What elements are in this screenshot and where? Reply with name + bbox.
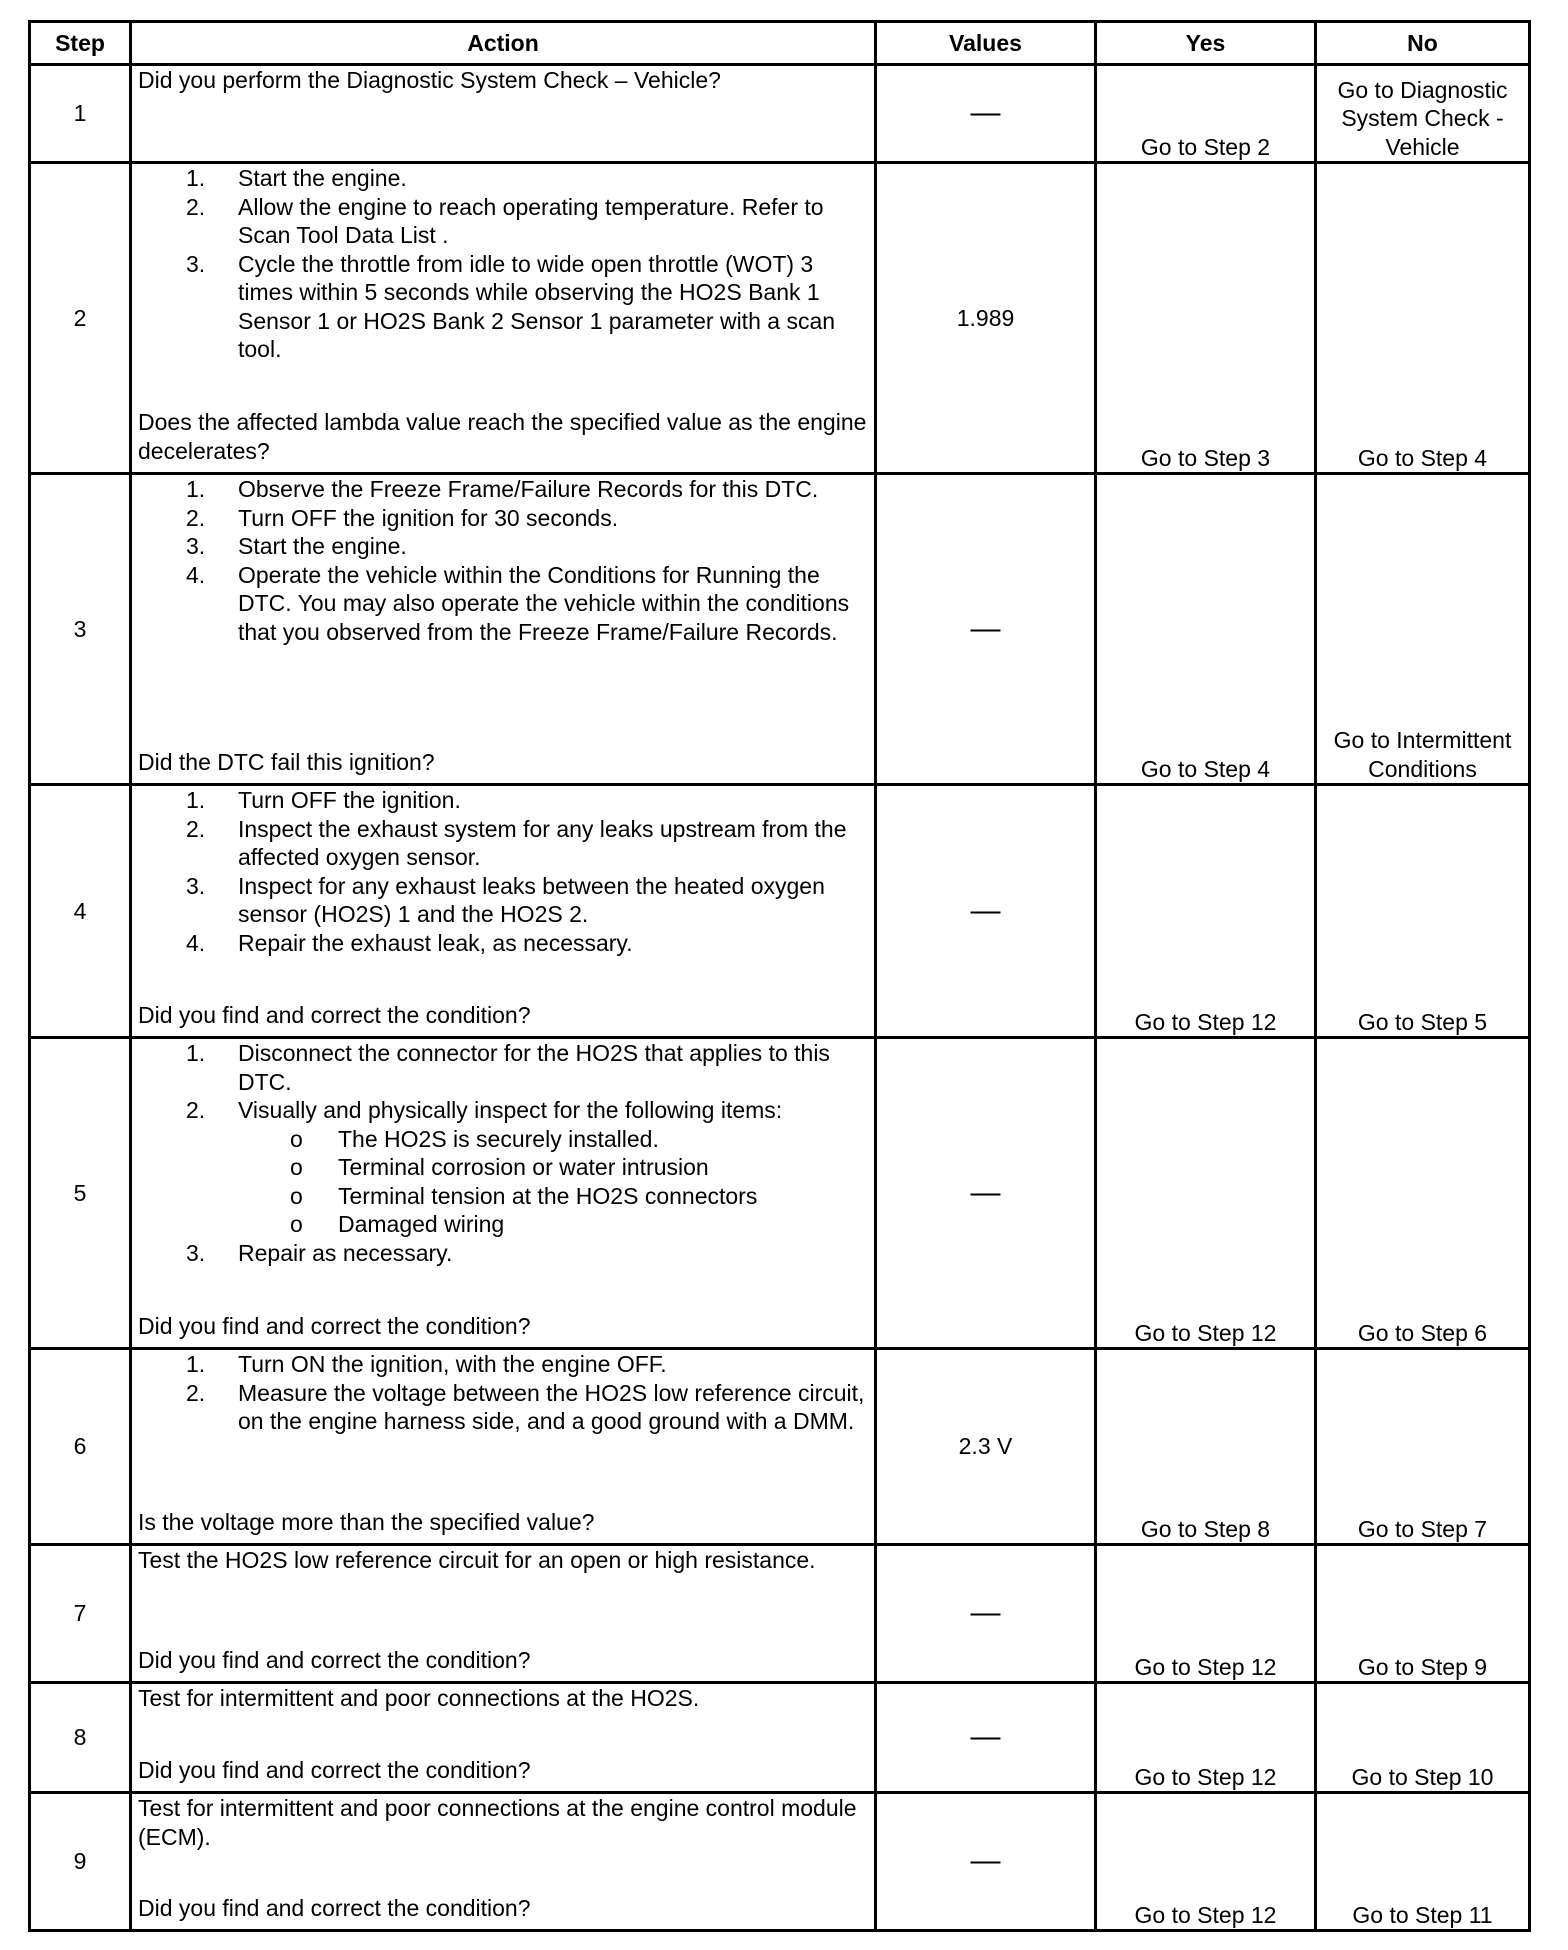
step-number: 9 (30, 1793, 131, 1931)
action-step-text: Turn ON the ignition, with the engine OFF. (238, 1351, 667, 1377)
action-content (138, 1794, 868, 1922)
action-content (138, 475, 868, 776)
action-step-text: Repair as necessary. (238, 1239, 453, 1266)
header-no: No (1316, 22, 1530, 65)
no-cell: Go to Intermittent Conditions (1316, 474, 1530, 785)
action-step-text: Repair the exhaust leak, as necessary. (238, 929, 633, 956)
inspection-item-text: The HO2S is securely installed. (338, 1125, 659, 1152)
action-question: Is the voltage more than the specified value? (138, 1508, 595, 1535)
action-step-item (138, 164, 868, 193)
action-steps-list (138, 475, 868, 646)
action-step-item (138, 250, 868, 364)
action-step-item (138, 561, 868, 647)
table-row (30, 1683, 1530, 1793)
action-step-text: Disconnect the connector for the HO2S that applies to this DTC. (238, 1040, 830, 1095)
table-row (30, 1349, 1530, 1545)
table-row (30, 65, 1530, 163)
action-step-number: 2. (186, 504, 206, 531)
action-step-text: Measure the voltage between the HO2S low reference circuit, on the engine harness side, and a good ground with a DMM. (238, 1379, 865, 1434)
inspection-item-text: Damaged wiring (338, 1211, 505, 1237)
inspection-item-text: Terminal tension at the HO2S connectors (338, 1182, 758, 1209)
action-cell (131, 1545, 876, 1683)
action-instructions (138, 66, 868, 95)
yes-cell: Go to Step 12 (1096, 785, 1316, 1038)
action-instructions (138, 1546, 868, 1575)
inspection-item (238, 1153, 868, 1182)
action-cell (131, 1349, 876, 1545)
value-cell: — (876, 1793, 1096, 1931)
table-row (30, 785, 1530, 1038)
action-step-item (138, 929, 868, 958)
step-number: 8 (30, 1683, 131, 1793)
no-cell: Go to Step 7 (1316, 1349, 1530, 1545)
action-step-item (138, 1239, 868, 1268)
action-step-number: 3. (186, 1239, 206, 1266)
action-step-number: 1. (186, 1351, 206, 1377)
bullet-icon: o (290, 1211, 303, 1237)
value-cell: 2.3 V (876, 1349, 1096, 1545)
table-row (30, 1038, 1530, 1349)
action-steps-list (138, 786, 868, 957)
action-instructions (138, 164, 868, 364)
action-content (138, 1039, 868, 1340)
no-cell: Go to Step 6 (1316, 1038, 1530, 1349)
table-row (30, 1545, 1530, 1683)
table-row (30, 474, 1530, 785)
action-step-number: 4. (186, 561, 206, 588)
value-cell: — (876, 1038, 1096, 1349)
action-cell (131, 1793, 876, 1931)
inspection-list (238, 1125, 868, 1239)
action-steps-list (138, 1039, 868, 1267)
action-content (138, 164, 868, 465)
action-step-text: Visually and physically inspect for the following items: (238, 1097, 783, 1123)
table-body (30, 65, 1530, 1931)
action-steps-list (138, 164, 868, 364)
header-action: Action (131, 22, 876, 65)
no-cell: Go to Step 9 (1316, 1545, 1530, 1683)
yes-cell: Go to Step 2 (1096, 65, 1316, 163)
action-step-number: 1. (186, 476, 206, 502)
no-cell: Go to Step 11 (1316, 1793, 1530, 1931)
action-instructions (138, 786, 868, 957)
action-cell (131, 163, 876, 474)
action-step-item (138, 786, 868, 815)
action-instructions (138, 1794, 868, 1851)
no-cell: Go to Step 5 (1316, 785, 1530, 1038)
step-number: 2 (30, 163, 131, 474)
action-cell (131, 785, 876, 1038)
inspection-item (238, 1182, 868, 1211)
table-row (30, 163, 1530, 474)
action-question: Did you find and correct the condition? (138, 1756, 531, 1783)
yes-cell: Go to Step 8 (1096, 1349, 1316, 1545)
yes-cell: Go to Step 12 (1096, 1793, 1316, 1931)
action-step-number: 4. (186, 929, 206, 956)
action-text: Did you perform the Diagnostic System Check – Vehicle? (138, 67, 721, 93)
header-step: Step (30, 22, 131, 65)
inspection-item (238, 1125, 868, 1154)
step-number: 3 (30, 474, 131, 785)
action-step-item (138, 1039, 868, 1096)
action-cell (131, 1038, 876, 1349)
action-step-item (138, 1379, 868, 1436)
step-number: 5 (30, 1038, 131, 1349)
action-step-number: 3. (186, 533, 206, 559)
action-cell (131, 65, 876, 163)
action-step-text: Start the engine. (238, 165, 407, 191)
value-cell: — (876, 65, 1096, 163)
action-step-number: 2. (186, 815, 206, 842)
bullet-icon: o (290, 1182, 303, 1209)
action-text: Test the HO2S low reference circuit for an open or high resistance. (138, 1547, 816, 1573)
action-question: Did the DTC fail this ignition? (138, 748, 435, 775)
value-cell: 1.989 (876, 163, 1096, 474)
yes-cell: Go to Step 3 (1096, 163, 1316, 474)
bullet-icon: o (290, 1154, 303, 1180)
action-question: Did you find and correct the condition? (138, 1312, 531, 1339)
yes-cell: Go to Step 12 (1096, 1038, 1316, 1349)
inspection-item-text: Terminal corrosion or water intrusion (338, 1154, 709, 1180)
action-step-number: 1. (186, 787, 206, 813)
action-content (138, 66, 868, 154)
action-content (138, 786, 868, 1029)
action-step-number: 3. (186, 250, 206, 277)
action-step-item (138, 872, 868, 929)
action-step-number: 2. (186, 1379, 206, 1406)
step-number: 4 (30, 785, 131, 1038)
value-cell: — (876, 785, 1096, 1038)
action-step-text: Operate the vehicle within the Conditions for Running the DTC. You may also operate the vehicle within the conditions that you observed from the Freeze Frame/Failure Records. (238, 561, 850, 645)
action-cell (131, 1683, 876, 1793)
action-step-text: Observe the Freeze Frame/Failure Records for this DTC. (238, 476, 819, 502)
action-step-text: Allow the engine to reach operating temperature. Refer to Scan Tool Data List . (238, 193, 824, 248)
action-text: Test for intermittent and poor connections at the engine control module (ECM). (138, 1795, 857, 1850)
inspection-item (238, 1210, 868, 1239)
action-instructions (138, 1350, 868, 1436)
action-content (138, 1684, 868, 1784)
action-question: Did you find and correct the condition? (138, 1646, 531, 1673)
action-content (138, 1350, 868, 1536)
action-content (138, 1546, 868, 1674)
header-row (30, 22, 1530, 65)
header-yes: Yes (1096, 22, 1316, 65)
action-step-item (138, 815, 868, 872)
no-cell: Go to Diagnostic System Check - Vehicle (1316, 65, 1530, 163)
action-question: Did you find and correct the condition? (138, 1001, 531, 1028)
action-step-item (138, 475, 868, 504)
action-step-number: 3. (186, 872, 206, 899)
action-step-text: Inspect the exhaust system for any leaks upstream from the affected oxygen sensor. (238, 815, 847, 870)
yes-cell: Go to Step 12 (1096, 1683, 1316, 1793)
header-values: Values (876, 22, 1096, 65)
yes-cell: Go to Step 12 (1096, 1545, 1316, 1683)
diagnostic-table (28, 20, 1531, 1932)
action-step-text: Start the engine. (238, 533, 407, 559)
step-number: 1 (30, 65, 131, 163)
action-step-number: 1. (186, 1040, 206, 1066)
table-row (30, 1793, 1530, 1931)
action-step-number: 1. (186, 165, 206, 191)
action-question: Did you find and correct the condition? (138, 1894, 531, 1921)
action-step-item (138, 532, 868, 561)
action-text: Test for intermittent and poor connections at the HO2S. (138, 1685, 700, 1711)
value-cell: — (876, 474, 1096, 785)
action-step-text: Turn OFF the ignition. (238, 787, 461, 813)
action-instructions (138, 1684, 868, 1713)
value-cell: — (876, 1545, 1096, 1683)
action-step-item (138, 1350, 868, 1379)
step-number: 6 (30, 1349, 131, 1545)
action-step-item (138, 504, 868, 533)
action-instructions (138, 1039, 868, 1267)
no-cell: Go to Step 4 (1316, 163, 1530, 474)
step-number: 7 (30, 1545, 131, 1683)
action-step-item (138, 1096, 868, 1239)
action-instructions (138, 475, 868, 646)
action-step-number: 2. (186, 1097, 206, 1123)
action-question: Does the affected lambda value reach the specified value as the engine decelerates? (138, 409, 867, 464)
value-cell: — (876, 1683, 1096, 1793)
no-cell: Go to Step 10 (1316, 1683, 1530, 1793)
action-step-text: Turn OFF the ignition for 30 seconds. (238, 504, 619, 531)
bullet-icon: o (290, 1125, 303, 1152)
action-step-item (138, 193, 868, 250)
yes-cell: Go to Step 4 (1096, 474, 1316, 785)
action-step-number: 2. (186, 193, 206, 220)
action-steps-list (138, 1350, 868, 1436)
action-step-text: Cycle the throttle from idle to wide open throttle (WOT) 3 times within 5 seconds while observing the HO2S Bank 1 Sensor 1 or HO2S Bank 2 Sensor 1 parameter with a scan tool. (238, 250, 836, 362)
action-cell (131, 474, 876, 785)
action-step-text: Inspect for any exhaust leaks between the heated oxygen sensor (HO2S) 1 and the HO2S 2. (238, 872, 825, 927)
